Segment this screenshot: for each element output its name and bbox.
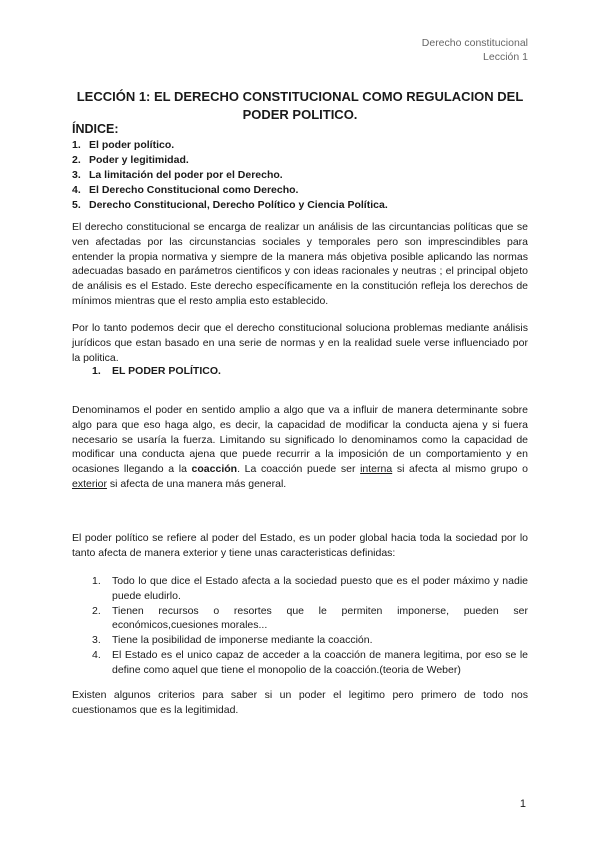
index-item — [72, 183, 532, 198]
section-paragraph-1 — [72, 403, 528, 492]
section-title: EL PODER POLÍTICO. — [112, 365, 221, 377]
characteristics-list — [92, 574, 528, 678]
index-item-number: 3. — [72, 169, 81, 181]
text-run: si afecta de una manera más general. — [107, 477, 287, 490]
page-number: 1 — [519, 798, 526, 810]
characteristic-item — [92, 648, 528, 678]
page-header — [422, 36, 528, 64]
characteristic-item — [92, 633, 528, 648]
characteristic-number: 2. — [92, 604, 101, 617]
index-item-number: 5. — [72, 199, 81, 211]
intro-paragraph-1: El derecho constitucional se encarga de realizar un análisis de las circuntancias políticas que se ven afectadas por las circunstancias sociales y temporales pero son imprescindibles para entender la propia normativa y siempre de la manera más objetiva posible aplicando las normas adecuadas basado en parámetros cientificos y con ideas racionales y neutras ; el principal objeto de análisis es el Estado. Este derecho específicamente en la constitución refleja los derechos de mínimos mientras que el resto amplia esto establecido. — [72, 221, 528, 307]
characteristic-text: Tienen recursos o resortes que le permiten imponerse, pueden ser económicos,cuesiones morales... — [112, 604, 528, 632]
bold-term-coaccion: coacción — [191, 463, 238, 476]
index-list — [72, 138, 532, 213]
index-item-text: Poder y legitimidad. — [89, 154, 189, 166]
lesson-title: LECCIÓN 1: EL DERECHO CONSTITUCIONAL COMO REGULACION DEL PODER POLITICO. — [76, 89, 524, 122]
intro-paragraph-2: Por lo tanto podemos decir que el derecho constitucional soluciona problemas mediante análisis jurídicos que estan basado en una serie de normas y en la realidad suele verse influenciado por la politica. — [72, 322, 528, 364]
index-item — [72, 153, 532, 168]
section-number: 1. — [92, 365, 101, 377]
index-item-number: 1. — [72, 139, 81, 151]
characteristic-item — [92, 574, 528, 604]
index-item-text: El Derecho Constitucional como Derecho. — [89, 184, 299, 196]
text-run: . La coacción puede ser — [237, 463, 361, 476]
characteristic-text: Todo lo que dice el Estado afecta a la sociedad puesto que es el poder máximo y nadie puede eludirlo. — [112, 575, 528, 602]
index-item — [72, 138, 532, 153]
index-item-number: 2. — [72, 154, 81, 166]
underlined-term-exterior: exterior — [72, 477, 108, 490]
index-item — [72, 168, 532, 183]
text-run: si afecta al mismo grupo o — [392, 463, 528, 476]
header-course-title: Derecho constitucional — [421, 37, 528, 49]
characteristic-number: 4. — [92, 648, 101, 661]
section-heading — [92, 365, 221, 377]
index-item-number: 4. — [72, 184, 81, 196]
characteristic-text: El Estado es el unico capaz de acceder a la coacción de manera legitima, por eso se le define como aquel que tiene el monopolio de la coacción.(teoria de Weber) — [112, 648, 528, 676]
header-lesson: Lección 1 — [483, 51, 528, 63]
characteristic-number: 1. — [92, 575, 101, 587]
characteristic-item — [92, 604, 528, 634]
characteristic-text: Tiene la posibilidad de imponerse mediante la coacción. — [112, 634, 373, 647]
index-item-text: La limitación del poder por el Derecho. — [89, 169, 283, 181]
index-item — [72, 198, 532, 213]
section-paragraph-2: El poder político se refiere al poder del Estado, es un poder global hacia toda la sociedad por lo tanto afecta de manera exterior y tiene unas caracteristicas definidas: — [72, 532, 528, 559]
section-paragraph-3: Existen algunos criterios para saber si un poder el legitimo pero primero de todo nos cuestionamos que es la legitimidad. — [72, 689, 528, 716]
underlined-term-interna: interna — [360, 463, 393, 476]
index-item-text: El poder político. — [89, 139, 175, 151]
index-item-text: Derecho Constitucional, Derecho Político y Ciencia Política. — [89, 199, 388, 211]
index-heading: ÍNDICE: — [72, 122, 119, 136]
text-run: Denominamos el poder en sentido amplio a algo que va a influir de manera determinante sobre algo para que eso haga algo, es decir, la capacidad de modificar la conducta ajena y si fuera necesario se usaría la fuerza. Limitando su significado lo denominamos como la capacidad de modificar una conducta ajena que puede recurrir a la imposición de un comportamiento y en ocasiones llegando a la — [72, 404, 528, 476]
characteristic-number: 3. — [92, 634, 101, 647]
